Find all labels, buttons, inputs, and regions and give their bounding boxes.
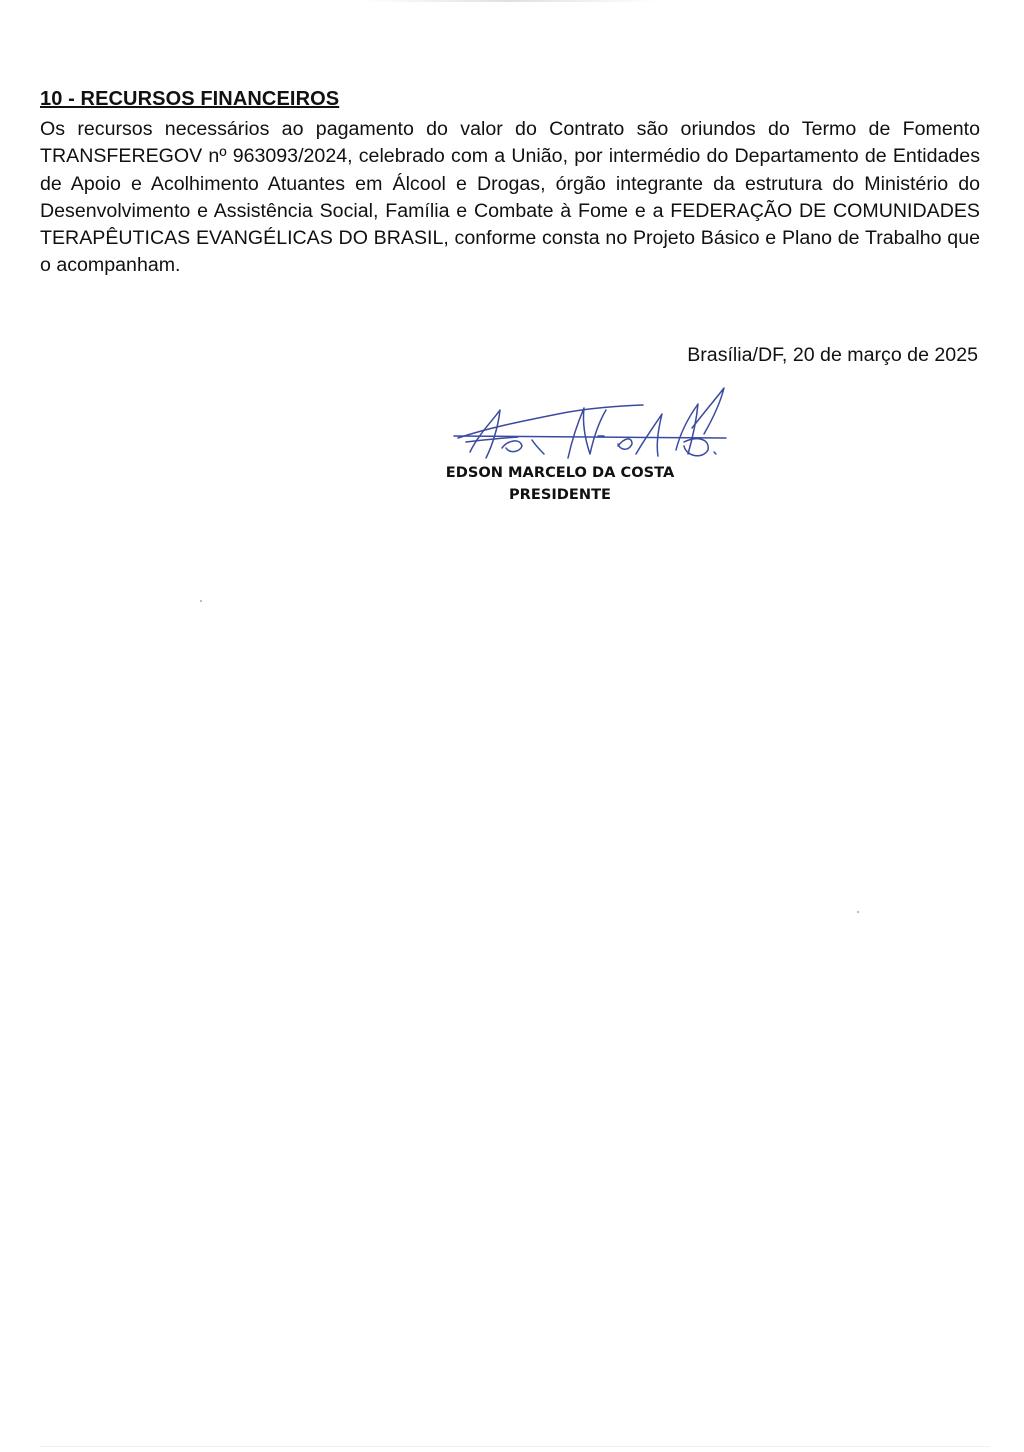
scan-speck	[200, 600, 202, 602]
handwritten-signature	[448, 380, 738, 470]
scan-edge-top	[360, 0, 660, 2]
place-date: Brasília/DF, 20 de março de 2025	[687, 344, 978, 366]
scan-edge-bottom	[40, 1446, 990, 1447]
signer-block	[440, 462, 680, 506]
section-body: Os recursos necessários ao pagamento do valor do Contrato são oriundos do Termo de Fomento TRANSFEREGOV nº 963093/2024, celebrado com a União, por intermédio do Departamento de Entidades de Apoio e Acolhimento Atuantes em Álcool e Drogas, órgão integrante da estrutura do Ministério do Desenvolvimento e Assistência Social, Família e Combate à Fome e a FEDERAÇÃO DE COMUNIDADES TERAPÊUTICAS EVANGÉLICAS DO BRASIL, conforme consta no Projeto Básico e Plano de Trabalho que o acompanham.	[40, 118, 980, 277]
scan-speck	[857, 911, 859, 913]
section-title: 10 - RECURSOS FINANCEIROS	[40, 88, 340, 110]
signer-role: PRESIDENTE	[508, 486, 612, 503]
signer-name: EDSON MARCELO DA COSTA	[445, 464, 675, 481]
